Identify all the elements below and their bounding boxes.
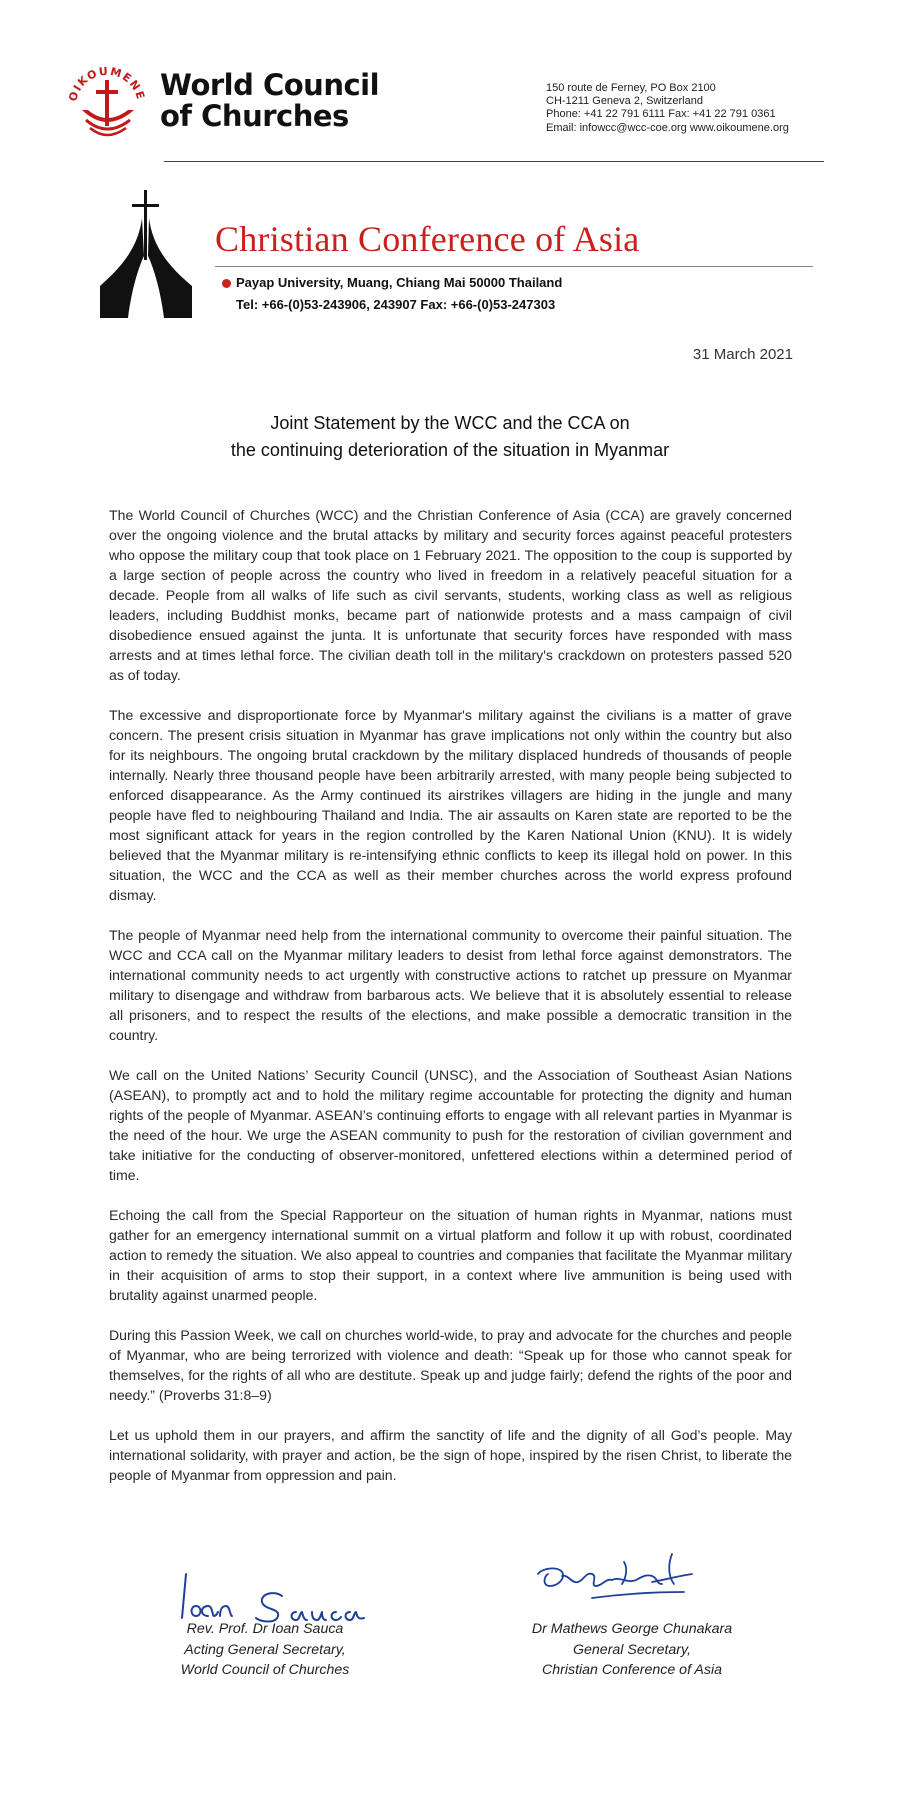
cca-logo xyxy=(98,190,194,320)
statement-title-line1: Joint Statement by the WCC and the CCA on xyxy=(270,413,630,433)
body-paragraph: The excessive and disproportionate force by Myanmar's military against the civilians is a matter of grave concern. The present crisis situation in Myanmar has grave implications not only within the country but also for its neighbours. The ongoing brutal crackdown by the military displaced hundreds of thousands of people internally. Nearly three thousand people have been arbitrarily arrested, with many people being subjected to enforced disappearance. As the Army continued its airstrikes villagers are hiding in the jungle and many people have fled to neighbouring Thailand and India. The air assaults on Karen state are reported to be the most significant attack for years in the region controlled by the Karen National Union (KNU). It is widely believed that the Myanmar military is re-intensifying ethnic conflicts to keep its illegal hold on power. In this situation, the WCC and the CCA as well as their member churches across the world express profound dismay. xyxy=(109,707,792,903)
body-paragraph: The people of Myanmar need help from the international community to overcome their painful situation. The WCC and CCA call on the Myanmar military leaders to desist from lethal force against demonstrators. The international community needs to act urgently with constructive actions to ratchet up pressure on Myanmar military to disengage and withdraw from barbarous acts. We believe that it is absolutely essential to release all prisoners, and to respect the results of the elections, and make possible a democratic transition in the country. xyxy=(109,927,792,1043)
signatory-role: General Secretary, xyxy=(572,1641,692,1658)
signatory-name: Rev. Prof. Dr Ioan Sauca xyxy=(186,1621,344,1637)
wcc-name-line2: of Churches xyxy=(160,99,349,133)
body-paragraph: The World Council of Churches (WCC) and the Christian Conference of Asia (CCA) are gravely concerned over the ongoing violence and the brutal attacks by military and security forces against peaceful protesters who oppose the military coup that took place on 1 February 2021. The opposition to the coup is supported by a large section of people across the country who lived in freedom in a relatively peaceful situation for a decade. People from all walks of life such as civil servants, students, working class as well as religious leaders, including Buddhist monks, became part of nationwide protests and a mass campaign of civil disobedience ensued against the junta. It is unfortunate that security forces have responded with mass arrests and at times lethal force. The civilian death toll in the military's crackdown on protesters passed 520 as of today. xyxy=(109,507,792,683)
wcc-name-line1: World Council xyxy=(160,68,380,102)
bullet-icon xyxy=(222,279,231,288)
body-paragraph: Let us uphold them in our prayers, and affirm the sanctity of life and the dignity of all God’s people. May international solidarity, with prayer and action, be the sign of hope, inspired by the risen Christ, to liberate the people of Myanmar from oppression and pain. xyxy=(109,1427,792,1483)
wcc-logo xyxy=(64,58,150,144)
body-paragraph: Echoing the call from the Special Rapporteur on the situation of human rights in Myanmar, nations must gather for an emergency international summit on a virtual platform and follow it up with robust, coordinated action to remedy the situation. We also appeal to countries and companies that facilitate the Myanmar military in their acquisition of arms to stop their support, in a context where live ammunition is being used with brutality against unarmed people. xyxy=(109,1207,792,1303)
body-paragraph: We call on the United Nations’ Security Council (UNSC), and the Association of Southeast Asian Nations (ASEAN), to promptly act and to hold the military regime accountable for protecting the dignity and human rights of the people of Myanmar. ASEAN’s continuing efforts to engage with all relevant parties in Myanmar is the need of the hour. We urge the ASEAN community to push for the restoration of civilian government and take initiative for the conducting of observer-monitored, unfettered elections within a determined period of time. xyxy=(109,1067,792,1183)
cca-phone: Tel: +66-(0)53-243906, 243907 Fax: +66-(0)53-247303 xyxy=(236,297,556,312)
cca-name: Christian Conference of Asia xyxy=(215,219,640,259)
signatory-name: Dr Mathews George Chunakara xyxy=(531,1621,733,1637)
wcc-address-line: CH-1211 Geneva 2, Switzerland xyxy=(546,95,703,108)
statement-title-line2: the continuing deterioration of the situation in Myanmar xyxy=(230,440,670,460)
wcc-address xyxy=(546,82,789,135)
wcc-address-line: 150 route de Ferney, PO Box 2100 xyxy=(546,82,716,94)
signatory-cca xyxy=(512,1619,752,1681)
wcc-logo-text: OIKOUMENE xyxy=(66,64,148,103)
signatory-org: Christian Conference of Asia xyxy=(541,1662,723,1678)
signatory-org: World Council of Churches xyxy=(180,1662,350,1678)
statement-body xyxy=(109,505,792,1505)
cca-divider xyxy=(215,266,813,267)
wcc-name xyxy=(160,70,379,132)
signatory-wcc xyxy=(145,1619,385,1681)
signatory-role: Acting General Secretary, xyxy=(184,1641,346,1658)
signature-chunakara xyxy=(532,1552,712,1624)
body-paragraph: During this Passion Week, we call on churches world-wide, to pray and advocate for the churches and people of Myanmar, who are being terrorized with violence and death: “Speak up for those who cannot speak for themselves, for the rights of all who are destitute. Speak up and judge fairly; defend the rights of the poor and needy.” (Proverbs 31:8–9) xyxy=(109,1327,792,1403)
wcc-email-line: Email: infowcc@wcc-coe.org www.oikoumene.org xyxy=(546,121,789,134)
wcc-phone-line: Phone: +41 22 791 6111 Fax: +41 22 791 0361 xyxy=(546,108,776,121)
cca-address: Payap University, Muang, Chiang Mai 50000 Thailand xyxy=(236,275,563,290)
letter-date: 31 March 2021 xyxy=(692,346,793,363)
header-divider xyxy=(164,161,824,162)
